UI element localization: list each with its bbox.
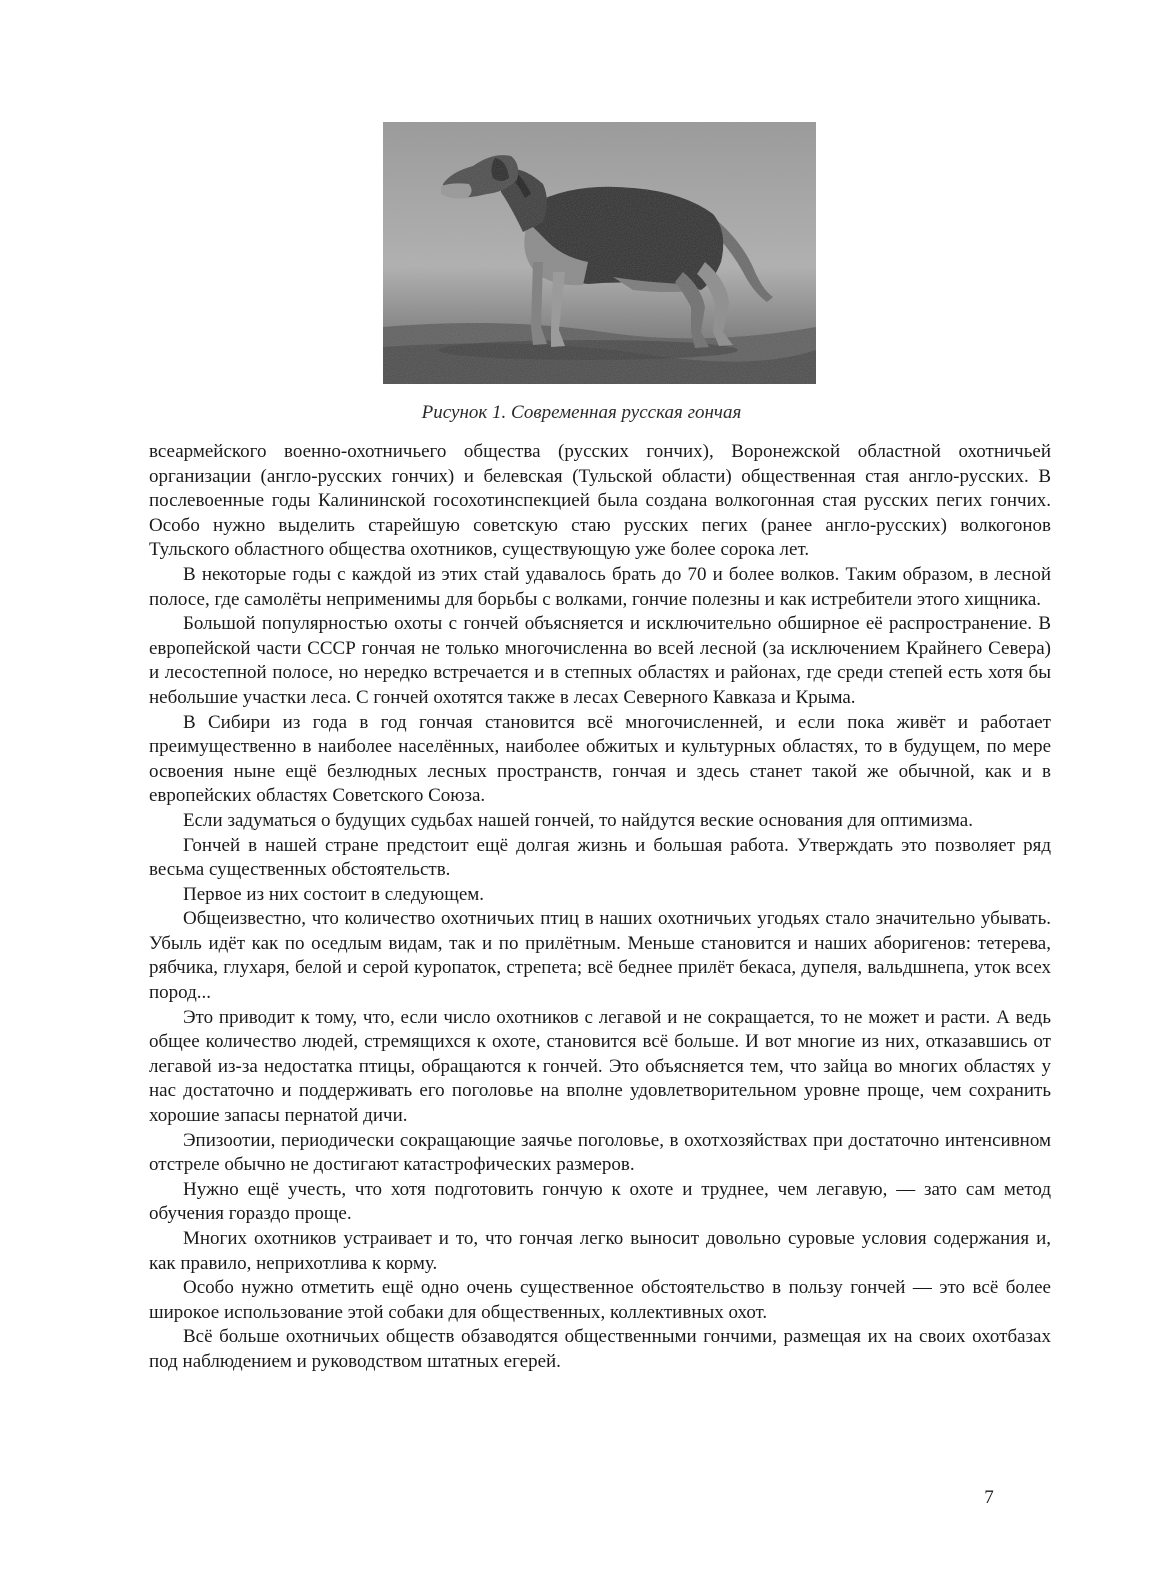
paragraph: Это приводит к тому, что, если число охотников с легавой и не сокращается, то не может и расти. А ведь общее количество людей, стремящихся к охоте, становится всё больше. И вот многие из них, отказавшись от легавой из-за недостатка птицы, обращаются к гончей. Это объясняется тем, что зайца во многих областях у нас достаточно и поддерживать его поголовье на вполне удовлетворительном уровне проще, чем сохранить хорошие запасы пернатой дичи. (149, 1006, 1051, 1127)
paragraph: Если задуматься о будущих судьбах нашей гончей, то найдутся веские основания для оптимизма. (183, 809, 973, 831)
paragraph: Нужно ещё учесть, что хотя подготовить гончую к охоте и труднее, чем легавую, — зато сам метод обучения гораздо проще. (149, 1178, 1051, 1225)
paragraph: Общеизвестно, что количество охотничьих птиц в наших охотничьих угодьях стало значительно убывать. Убыль идёт как по оседлым видам, так и по прилётным. Меньше становится и наших аборигенов: тетерева, рябчика, глухаря, белой и серой куропаток, стрепета; всё беднее прилёт бекаса, дупеля, вальдшнепа, уток всех пород... (149, 908, 1051, 1004)
page-number: 7 (984, 1487, 994, 1508)
paragraph: Особо нужно отметить ещё одно очень существенное обстоятельство в пользу гончей — это всё более широкое использование этой собаки для общественных, коллективных охот. (149, 1277, 1051, 1323)
paragraph: Первое из них состоит в следующем. (183, 883, 485, 905)
figure-caption: Рисунок 1. Современная русская гончая (421, 402, 742, 423)
hound-photo (383, 122, 816, 384)
paragraph: В некоторые годы с каждой из этих стай удавалось брать до 70 и более волков. Таким образом, в лесной полосе, где самолёты неприменимы для борьбы с волками, гончие полезны и как истребители этого хищника. (149, 563, 1051, 610)
paragraph: Эпизоотии, периодически сокращающие заячье поголовье, в охотхозяйствах при достаточно интенсивном отстреле обычно не достигают катастрофических размеров. (149, 1129, 1051, 1176)
body-text (149, 440, 1051, 1375)
paragraph: В Сибири из года в год гончая становится всё многочисленней, и если пока живёт и работает преимущественно в наиболее населённых, наиболее обжитых и культурных областях, то в будущем, по мере освоения ныне ещё безлюдных лесных пространств, гончая и здесь станет такой же обычной, как и в европейских областях Советского Союза. (149, 711, 1051, 807)
paragraph: Многих охотников устраивает и то, что гончая легко выносит довольно суровые условия содержания и, как правило, неприхотлива к корму. (149, 1228, 1051, 1274)
paragraph: Большой популярностью охоты с гончей объясняется и исключительно обширное её распространение. В европейской части СССР гончая не только многочисленна во всей лесной (за исключением Крайнего Севера) и лесостепной полосе, но нередко встречается и в степных областях и районах, где среди степей есть хотя бы небольшие участки леса. С гончей охотятся также в лесах Северного Кавказа и Крыма. (149, 613, 1051, 708)
figure-hound-photo (383, 122, 816, 384)
paragraph: Всё больше охотничьих обществ обзаводятся общественными гончими, размещая их на своих охотбазах под наблюдением и руководством штатных егерей. (149, 1326, 1051, 1372)
paragraph: Гончей в нашей стране предстоит ещё долгая жизнь и большая работа. Утверждать это позволяет ряд весьма существенных обстоятельств. (149, 834, 1051, 881)
paragraph: всеармейского военно-охотничьего общества (русских гончих), Воронежской областной охотничьей организации (англо-русских гончих) и белевская (Тульской области) общественная стая англо-русских. В послевоенные годы Калининской госохотинспекцией была создана волкогонная стая русских пегих гончих. Особо нужно выделить старейшую советскую стаю русских пегих (ранее англо-русских) волкогонов Тульского областного общества охотников, существующую уже более сорока лет. (149, 441, 1051, 561)
